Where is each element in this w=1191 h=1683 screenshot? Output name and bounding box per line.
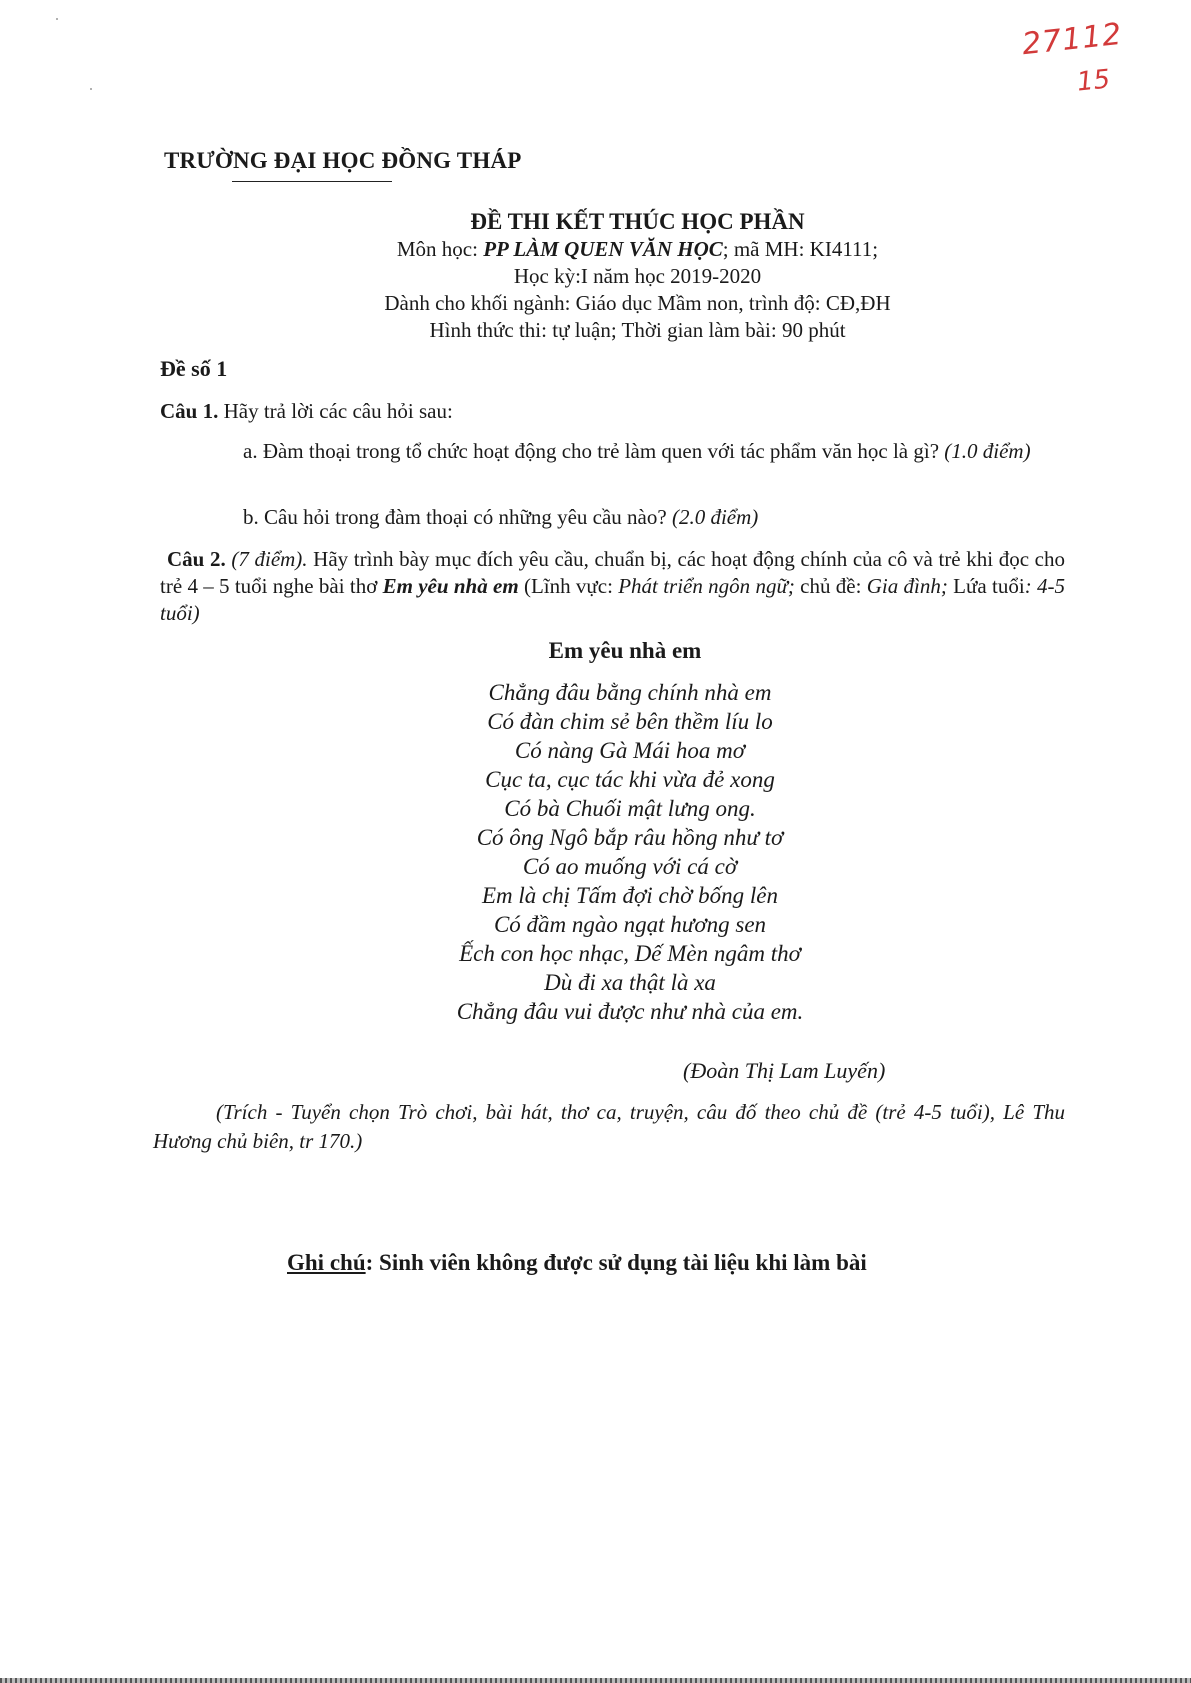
question-2-poem-name: Em yêu nhà em xyxy=(382,574,519,598)
scan-speck xyxy=(90,88,92,90)
question-1a-text: a. Đàm thoại trong tổ chức hoạt động cho trẻ làm quen với tác phẩm văn học là gì? xyxy=(243,439,945,463)
poem-line: Chẳng đâu bằng chính nhà em xyxy=(488,680,772,705)
poem-source xyxy=(153,1098,1065,1156)
poem-line: Có đàn chim sẻ bên thềm líu lo xyxy=(487,709,773,734)
poem-line: Có bà Chuối mật lưng ong. xyxy=(504,796,756,821)
exam-number: Đề số 1 xyxy=(160,356,228,381)
question-1 xyxy=(160,398,453,425)
poem-line: Có ông Ngô bắp râu hồng như tơ xyxy=(476,825,784,850)
subject-line xyxy=(200,237,1075,262)
question-2-field: Phát triển ngôn ngữ; xyxy=(618,574,795,598)
subject-name: PP LÀM QUEN VĂN HỌC xyxy=(483,237,723,261)
poem-line: Chẳng đâu vui được như nhà của em. xyxy=(456,999,804,1024)
semester-line: Học kỳ:I năm học 2019-2020 xyxy=(513,264,762,288)
poem-line: Có ao muống với cá cờ xyxy=(522,854,738,879)
question-1a xyxy=(160,438,1065,465)
question-1b xyxy=(243,504,758,531)
question-1b-text: b. Câu hỏi trong đàm thoại có những yêu cầu nào? xyxy=(243,505,672,529)
format-line: Hình thức thi: tự luận; Thời gian làm bài: 90 phút xyxy=(429,318,846,342)
exam-note xyxy=(287,1250,867,1276)
question-2-text: Hãy trình bày mục đích yêu cầu, chuẩn bị, các hoạt động chính của cô và trẻ khi đọc cho trẻ 4 – 5 tuổi nghe bài thơ xyxy=(160,547,1065,598)
question-1-label: Câu 1. xyxy=(160,399,219,423)
scan-edge xyxy=(0,1678,1191,1683)
poem-line: Có đầm ngào ngạt hương sen xyxy=(493,912,767,937)
subject-prefix: Môn học: xyxy=(396,237,484,261)
question-1-text: Hãy trả lời các câu hỏi sau: xyxy=(218,399,453,423)
handwritten-note-2: 15 xyxy=(1075,64,1112,98)
question-2-points: (7 điểm). xyxy=(225,547,308,571)
poem-line: Ếch con học nhạc, Dế Mèn ngâm thơ xyxy=(459,941,801,966)
school-underline xyxy=(232,181,392,182)
poem-line: Em là chị Tấm đợi chờ bống lên xyxy=(481,883,779,908)
note-label: Ghi chú xyxy=(287,1250,366,1275)
question-1b-points: (2.0 điểm) xyxy=(671,505,759,529)
school-name: TRƯỜNG ĐẠI HỌC ĐỒNG THÁP xyxy=(164,148,522,173)
question-2-field-label: (Lĩnh vực: xyxy=(518,574,619,598)
audience-line: Dành cho khối ngành: Giáo dục Mầm non, trình độ: CĐ,ĐH xyxy=(384,291,891,315)
poem-line: Cục ta, cục tác khi vừa đẻ xong xyxy=(485,767,775,792)
question-2-age-label: Lứa tuổi xyxy=(947,574,1025,598)
question-2-topic: Gia đình; xyxy=(866,574,948,598)
question-2 xyxy=(160,546,1065,627)
question-2-age: : 4-5 tuổi) xyxy=(160,574,1065,625)
subject-code: ; mã MH: KI4111; xyxy=(722,237,879,261)
question-2-topic-label: chủ đề: xyxy=(794,574,867,598)
poem-author: (Đoàn Thị Lam Luyến) xyxy=(683,1058,886,1083)
poem-line: Có nàng Gà Mái hoa mơ xyxy=(514,738,746,763)
poem-title: Em yêu nhà em xyxy=(548,638,702,663)
question-2-label: Câu 2. xyxy=(167,547,226,571)
note-text: : Sinh viên không được sử dụng tài liệu khi làm bài xyxy=(365,1250,867,1275)
poem-line: Dù đi xa thật là xa xyxy=(544,970,716,995)
question-1a-points: (1.0 điểm) xyxy=(944,439,1031,463)
poem-body xyxy=(330,678,930,1026)
exam-title: ĐỀ THI KẾT THÚC HỌC PHẦN xyxy=(470,209,805,234)
handwritten-note-1: 27112 xyxy=(1020,16,1124,63)
scan-speck xyxy=(56,18,58,20)
poem-source-text: (Trích - Tuyển chọn Trò chơi, bài hát, thơ ca, truyện, câu đố theo chủ đề (trẻ 4-5 tuổi), Lê Thu Hương chủ biên, tr 170.) xyxy=(153,1100,1065,1153)
